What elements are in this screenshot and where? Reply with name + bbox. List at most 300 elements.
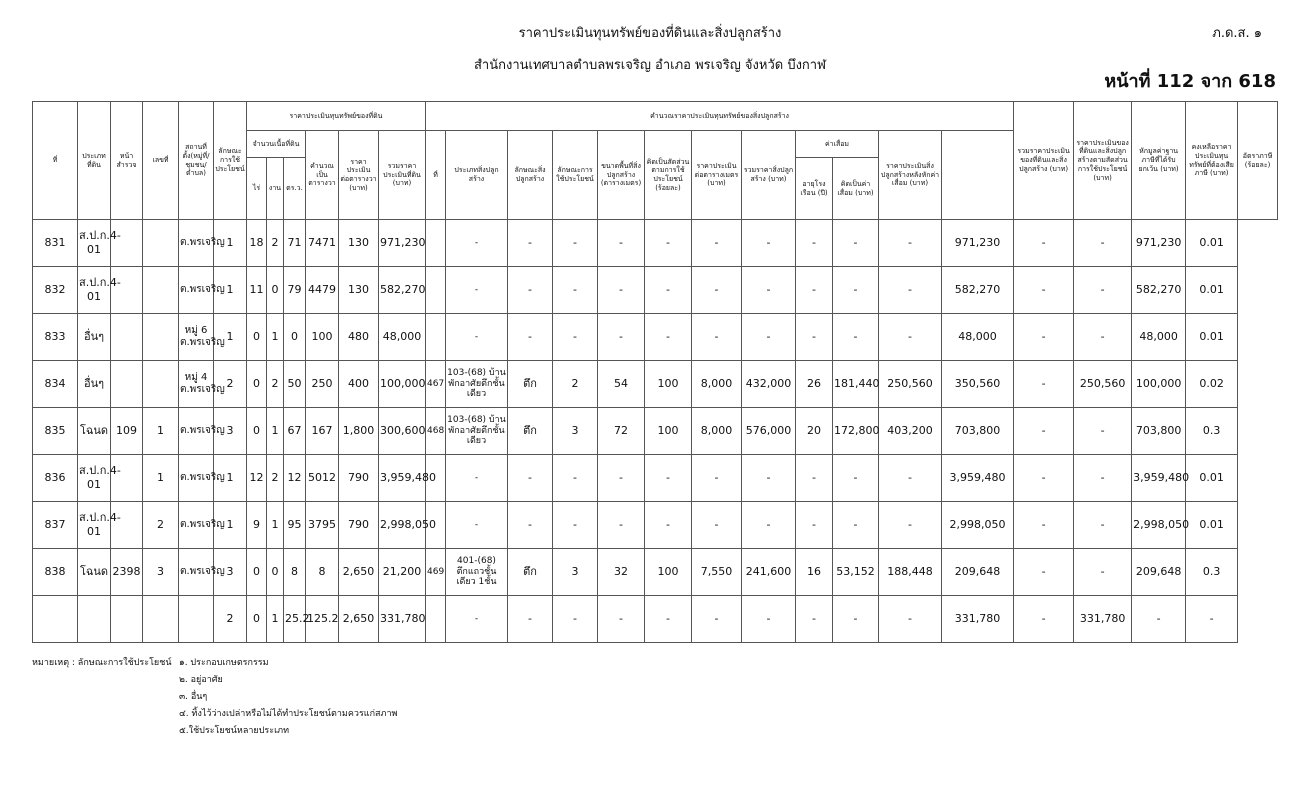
cell-partial-value: -: [1014, 596, 1074, 643]
cell-number: 2: [143, 502, 179, 549]
cell-deduction: 250,560: [1074, 361, 1132, 408]
cell-bldg-kind: -: [508, 596, 553, 643]
cell-land-total: 582,270: [379, 267, 426, 314]
col-header-wa: ตร.ว.: [284, 158, 306, 220]
cell-age: -: [796, 314, 833, 361]
cell-bldg-after-dep: -: [879, 596, 942, 643]
cell-remaining: 48,000: [1132, 314, 1186, 361]
cell-survey-page: [111, 596, 143, 643]
cell-bldg-no: [426, 314, 446, 361]
cell-bldg-ratio: 100: [645, 549, 692, 596]
cell-survey-page: [111, 314, 143, 361]
notes-title: หมายเหตุ : ลักษณะการใช้ประโยชน์: [32, 658, 172, 668]
col-header-age: อายุโรงเรือน (ปี): [796, 158, 833, 220]
col-header-land-type: ประเภทที่ดิน: [78, 102, 111, 220]
cell-dep-amount: -: [833, 596, 879, 643]
cell-area-sqw: 7471: [306, 220, 339, 267]
cell-land-type: [78, 596, 111, 643]
cell-price-per-sqw: 130: [339, 267, 379, 314]
cell-tax-rate: -: [1186, 596, 1238, 643]
cell-price-per-sqw: 790: [339, 502, 379, 549]
cell-land-total: 2,998,050: [379, 502, 426, 549]
cell-remaining: 209,648: [1132, 549, 1186, 596]
cell-total-land-bldg: 48,000: [942, 314, 1014, 361]
cell-bldg-area: -: [598, 267, 645, 314]
col-header-tax-rate: อัตราภาษี (ร้อยละ): [1238, 102, 1278, 220]
cell-bldg-no: [426, 267, 446, 314]
cell-bldg-total: -: [742, 220, 796, 267]
cell-bldg-ratio: -: [645, 267, 692, 314]
cell-ngan: 1: [267, 408, 284, 455]
cell-bldg-usage: -: [553, 314, 598, 361]
table-row: [33, 502, 1278, 549]
cell-ngan: 1: [267, 596, 284, 643]
cell-bldg-area: 72: [598, 408, 645, 455]
note-item: ๓. อื่นๆ: [179, 692, 208, 702]
cell-wa: 25.2: [284, 596, 306, 643]
cell-bldg-area: -: [598, 455, 645, 502]
cell-remaining: 971,230: [1132, 220, 1186, 267]
cell-ngan: 2: [267, 455, 284, 502]
cell-bldg-ratio: -: [645, 455, 692, 502]
cell-bldg-after-dep: -: [879, 455, 942, 502]
note-item: ๕.ใช้ประโยชน์หลายประเภท: [179, 726, 290, 736]
cell-bldg-usage: -: [553, 220, 598, 267]
cell-ngan: 2: [267, 220, 284, 267]
cell-no: 832: [33, 267, 78, 314]
cell-age: -: [796, 596, 833, 643]
cell-price-per-sqm: 8,000: [692, 408, 742, 455]
cell-wa: 12: [284, 455, 306, 502]
cell-total-land-bldg: 350,560: [942, 361, 1014, 408]
cell-bldg-usage: -: [553, 502, 598, 549]
cell-rai: 0: [247, 596, 267, 643]
cell-bldg-ratio: -: [645, 220, 692, 267]
cell-partial-value: -: [1014, 549, 1074, 596]
cell-bldg-usage: -: [553, 455, 598, 502]
cell-bldg-type: -: [446, 220, 508, 267]
cell-bldg-ratio: 100: [645, 408, 692, 455]
cell-total-land-bldg: 3,959,480: [942, 455, 1014, 502]
cell-usage: 3: [214, 408, 247, 455]
cell-price-per-sqw: 400: [339, 361, 379, 408]
cell-bldg-kind: -: [508, 314, 553, 361]
table-row: [33, 361, 1278, 408]
cell-age: -: [796, 267, 833, 314]
cell-usage: 2: [214, 361, 247, 408]
cell-location: ต.พรเจริญ: [179, 455, 214, 502]
page-indicator: หน้าที่ 112 จาก 618: [1104, 71, 1276, 92]
col-header-bldg-no: ที่: [426, 131, 446, 220]
cell-number: 1: [143, 408, 179, 455]
cell-age: 20: [796, 408, 833, 455]
cell-remaining: 3,959,480: [1132, 455, 1186, 502]
cell-land-type: โฉนด: [78, 408, 111, 455]
col-group-depreciation: ค่าเสื่อม: [796, 131, 879, 158]
cell-survey-page: [111, 361, 143, 408]
cell-remaining: 703,800: [1132, 408, 1186, 455]
cell-land-total: 21,200: [379, 549, 426, 596]
cell-wa: 8: [284, 549, 306, 596]
cell-dep-amount: -: [833, 220, 879, 267]
cell-partial-value: -: [1014, 314, 1074, 361]
cell-price-per-sqw: 2,650: [339, 549, 379, 596]
cell-price-per-sqm: -: [692, 455, 742, 502]
cell-location: ต.พรเจริญ: [179, 549, 214, 596]
cell-wa: 95: [284, 502, 306, 549]
cell-bldg-after-dep: -: [879, 220, 942, 267]
cell-rai: 0: [247, 408, 267, 455]
cell-ngan: 1: [267, 314, 284, 361]
cell-tax-rate: 0.01: [1186, 267, 1238, 314]
col-group-building: คำนวณราคาประเมินทุนทรัพย์ของสิ่งปลูกสร้าง: [426, 102, 1014, 131]
cell-bldg-kind: ตึก: [508, 408, 553, 455]
cell-total-land-bldg: 209,648: [942, 549, 1014, 596]
cell-land-type: อื่นๆ: [78, 361, 111, 408]
assessment-table: [32, 101, 1278, 643]
cell-area-sqw: 125.2: [306, 596, 339, 643]
cell-bldg-type: 103-(68) บ้านพักอาศัยตึกชั้นเดียว: [446, 361, 508, 408]
cell-price-per-sqm: 7,550: [692, 549, 742, 596]
col-header-ngan: งาน: [267, 158, 284, 220]
cell-tax-rate: 0.01: [1186, 220, 1238, 267]
cell-bldg-no: 468: [426, 408, 446, 455]
cell-tax-rate: 0.02: [1186, 361, 1238, 408]
col-header-deduction: หักมูลค่าฐานภาษีที่ได้รับยกเว้น (บาท): [1132, 102, 1186, 220]
cell-bldg-usage: 3: [553, 408, 598, 455]
cell-bldg-ratio: -: [645, 596, 692, 643]
cell-usage: 1: [214, 502, 247, 549]
cell-bldg-total: -: [742, 455, 796, 502]
table-row: [33, 267, 1278, 314]
cell-partial-value: -: [1014, 267, 1074, 314]
cell-tax-rate: 0.01: [1186, 314, 1238, 361]
cell-bldg-area: -: [598, 314, 645, 361]
cell-bldg-usage: 2: [553, 361, 598, 408]
document-title: ราคาประเมินทุนทรัพย์ของที่ดินและสิ่งปลูกสร้าง: [518, 26, 782, 41]
cell-deduction: -: [1074, 220, 1132, 267]
cell-bldg-after-dep: -: [879, 314, 942, 361]
cell-partial-value: -: [1014, 502, 1074, 549]
cell-bldg-usage: 3: [553, 549, 598, 596]
cell-bldg-type: 401-(68) ตึกแถวชั้นเดียว 1ชั้น: [446, 549, 508, 596]
cell-no: 837: [33, 502, 78, 549]
cell-land-type: ส.ป.ก.4-01: [78, 267, 111, 314]
notes-section: [32, 655, 398, 736]
cell-bldg-no: 469: [426, 549, 446, 596]
col-header-area-sqw: คำนวณเป็นตารางวา: [306, 131, 339, 220]
col-header-usage: ลักษณะการใช้ประโยชน์: [214, 102, 247, 220]
cell-bldg-no: [426, 596, 446, 643]
cell-partial-value: -: [1014, 455, 1074, 502]
cell-remaining: 100,000: [1132, 361, 1186, 408]
cell-bldg-total: 432,000: [742, 361, 796, 408]
col-header-partial-value: ราคาประเมินของที่ดินและสิ่งปลูกสร้างตามสัดส่วนการใช้ประโยชน์ (บาท): [1074, 102, 1132, 220]
cell-total-land-bldg: 971,230: [942, 220, 1014, 267]
cell-bldg-kind: ตึก: [508, 549, 553, 596]
cell-bldg-total: -: [742, 502, 796, 549]
cell-remaining: 582,270: [1132, 267, 1186, 314]
cell-bldg-after-dep: 403,200: [879, 408, 942, 455]
cell-age: 26: [796, 361, 833, 408]
cell-dep-amount: -: [833, 455, 879, 502]
cell-ngan: 0: [267, 267, 284, 314]
cell-age: -: [796, 455, 833, 502]
cell-land-total: 3,959,480: [379, 455, 426, 502]
cell-tax-rate: 0.01: [1186, 502, 1238, 549]
cell-age: 16: [796, 549, 833, 596]
cell-price-per-sqm: -: [692, 502, 742, 549]
cell-rai: 0: [247, 361, 267, 408]
table-row: [33, 408, 1278, 455]
cell-dep-amount: -: [833, 502, 879, 549]
cell-price-per-sqw: 130: [339, 220, 379, 267]
col-header-location: สถานที่ตั้ง(หมู่ที่/ชุมชน/ตำบล): [179, 102, 214, 220]
cell-no: 835: [33, 408, 78, 455]
cell-wa: 50: [284, 361, 306, 408]
cell-total-land-bldg: 582,270: [942, 267, 1014, 314]
cell-number: 3: [143, 549, 179, 596]
cell-no: [33, 596, 78, 643]
cell-bldg-kind: -: [508, 267, 553, 314]
cell-location: หมู่ 6 ต.พรเจริญ: [179, 314, 214, 361]
cell-deduction: -: [1074, 267, 1132, 314]
cell-survey-page: [111, 502, 143, 549]
cell-usage: 1: [214, 455, 247, 502]
cell-land-total: 331,780: [379, 596, 426, 643]
cell-number: [143, 596, 179, 643]
table-row: [33, 596, 1278, 643]
cell-survey-page: [111, 267, 143, 314]
cell-bldg-area: -: [598, 502, 645, 549]
cell-usage: 1: [214, 267, 247, 314]
cell-usage: 3: [214, 549, 247, 596]
note-item: ๒. อยู่อาศัย: [179, 675, 223, 685]
cell-number: [143, 361, 179, 408]
cell-number: [143, 220, 179, 267]
cell-location: ต.พรเจริญ: [179, 220, 214, 267]
col-header-dep-amount: คิดเป็นค่าเสื่อม (บาท): [833, 158, 879, 220]
cell-bldg-total: -: [742, 314, 796, 361]
cell-price-per-sqm: -: [692, 220, 742, 267]
cell-land-type: โฉนด: [78, 549, 111, 596]
cell-dep-amount: -: [833, 314, 879, 361]
note-item: ๑. ประกอบเกษตรกรรม: [179, 658, 269, 668]
cell-tax-rate: 0.01: [1186, 455, 1238, 502]
cell-area-sqw: 8: [306, 549, 339, 596]
cell-land-type: ส.ป.ก.4-01: [78, 455, 111, 502]
col-header-bldg-ratio: คิดเป็นสัดส่วนตามการใช้ประโยชน์ (ร้อยละ): [645, 131, 692, 220]
cell-bldg-ratio: -: [645, 502, 692, 549]
cell-price-per-sqm: -: [692, 314, 742, 361]
col-header-bldg-kind: ลักษณะสิ่งปลูกสร้าง: [508, 131, 553, 220]
form-code: ภ.ด.ส. ๑: [1212, 26, 1262, 41]
cell-bldg-type: -: [446, 596, 508, 643]
cell-tax-rate: 0.3: [1186, 549, 1238, 596]
table-row: [33, 549, 1278, 596]
cell-area-sqw: 4479: [306, 267, 339, 314]
table-row: [33, 220, 1278, 267]
cell-price-per-sqw: 1,800: [339, 408, 379, 455]
col-header-price-per-sqm: ราคาประเมินต่อตารางเมตร (บาท): [692, 131, 742, 220]
cell-bldg-area: 54: [598, 361, 645, 408]
cell-tax-rate: 0.3: [1186, 408, 1238, 455]
table-body: [33, 220, 1278, 643]
cell-ngan: 2: [267, 361, 284, 408]
cell-bldg-after-dep: -: [879, 502, 942, 549]
cell-age: -: [796, 220, 833, 267]
cell-no: 831: [33, 220, 78, 267]
col-header-bldg-usage: ลักษณะการใช้ประโยชน์: [553, 131, 598, 220]
cell-rai: 0: [247, 314, 267, 361]
cell-number: 1: [143, 455, 179, 502]
col-header-number: เลขที่: [143, 102, 179, 220]
cell-usage: 1: [214, 220, 247, 267]
cell-area-sqw: 167: [306, 408, 339, 455]
col-group-area: จำนวนเนื้อที่ดิน: [247, 131, 306, 158]
cell-bldg-area: 32: [598, 549, 645, 596]
cell-wa: 79: [284, 267, 306, 314]
cell-deduction: -: [1074, 314, 1132, 361]
cell-bldg-ratio: 100: [645, 361, 692, 408]
cell-survey-page: [111, 220, 143, 267]
cell-price-per-sqw: 480: [339, 314, 379, 361]
cell-area-sqw: 5012: [306, 455, 339, 502]
cell-number: [143, 314, 179, 361]
cell-bldg-usage: -: [553, 267, 598, 314]
cell-bldg-type: -: [446, 267, 508, 314]
cell-rai: 9: [247, 502, 267, 549]
cell-location: หมู่ 4 ต.พรเจริญ: [179, 361, 214, 408]
cell-total-land-bldg: 2,998,050: [942, 502, 1014, 549]
col-group-land: ราคาประเมินทุนทรัพย์ของที่ดิน: [247, 102, 426, 131]
cell-price-per-sqm: -: [692, 596, 742, 643]
cell-bldg-total: 576,000: [742, 408, 796, 455]
cell-bldg-kind: ตึก: [508, 361, 553, 408]
cell-area-sqw: 100: [306, 314, 339, 361]
cell-no: 833: [33, 314, 78, 361]
cell-partial-value: -: [1014, 408, 1074, 455]
col-header-bldg-type: ประเภทสิ่งปลูกสร้าง: [446, 131, 508, 220]
cell-partial-value: -: [1014, 361, 1074, 408]
cell-no: 836: [33, 455, 78, 502]
cell-ngan: 0: [267, 549, 284, 596]
cell-area-sqw: 3795: [306, 502, 339, 549]
cell-dep-amount: 53,152: [833, 549, 879, 596]
cell-usage: 2: [214, 596, 247, 643]
cell-bldg-type: 103-(68) บ้านพักอาศัยตึกชั้นเดียว: [446, 408, 508, 455]
cell-rai: 0: [247, 549, 267, 596]
col-header-no: ที่: [33, 102, 78, 220]
cell-rai: 18: [247, 220, 267, 267]
cell-bldg-type: -: [446, 502, 508, 549]
cell-total-land-bldg: 703,800: [942, 408, 1014, 455]
cell-bldg-total: 241,600: [742, 549, 796, 596]
cell-land-type: ส.ป.ก.4-01: [78, 220, 111, 267]
cell-bldg-kind: -: [508, 220, 553, 267]
cell-location: ต.พรเจริญ: [179, 267, 214, 314]
col-header-total-land-bldg: รวมราคาประเมินของที่ดินและสิ่งปลูกสร้าง (บาท): [1014, 102, 1074, 220]
cell-price-per-sqm: -: [692, 267, 742, 314]
cell-no: 838: [33, 549, 78, 596]
cell-land-total: 100,000: [379, 361, 426, 408]
cell-bldg-total: -: [742, 267, 796, 314]
cell-ngan: 1: [267, 502, 284, 549]
cell-wa: 71: [284, 220, 306, 267]
cell-dep-amount: 172,800: [833, 408, 879, 455]
cell-bldg-after-dep: 188,448: [879, 549, 942, 596]
cell-survey-page: [111, 455, 143, 502]
cell-wa: 67: [284, 408, 306, 455]
cell-total-land-bldg: 331,780: [942, 596, 1014, 643]
cell-bldg-kind: -: [508, 455, 553, 502]
cell-no: 834: [33, 361, 78, 408]
cell-rai: 12: [247, 455, 267, 502]
cell-land-total: 300,600: [379, 408, 426, 455]
col-header-rai: ไร่: [247, 158, 267, 220]
cell-dep-amount: 181,440: [833, 361, 879, 408]
col-header-price-per-sqw: ราคาประเมินต่อตารางวา (บาท): [339, 131, 379, 220]
cell-price-per-sqw: 2,650: [339, 596, 379, 643]
col-header-bldg-total: รวมราคาสิ่งปลูกสร้าง (บาท): [742, 131, 796, 220]
cell-deduction: -: [1074, 502, 1132, 549]
cell-deduction: -: [1074, 455, 1132, 502]
cell-bldg-no: [426, 220, 446, 267]
cell-dep-amount: -: [833, 267, 879, 314]
cell-remaining: 2,998,050: [1132, 502, 1186, 549]
col-header-survey-page: หน้าสำรวจ: [111, 102, 143, 220]
cell-location: ต.พรเจริญ: [179, 502, 214, 549]
cell-rai: 11: [247, 267, 267, 314]
cell-bldg-type: -: [446, 314, 508, 361]
cell-land-type: อื่นๆ: [78, 314, 111, 361]
cell-survey-page: 109: [111, 408, 143, 455]
cell-land-total: 48,000: [379, 314, 426, 361]
cell-age: -: [796, 502, 833, 549]
cell-bldg-area: -: [598, 596, 645, 643]
cell-bldg-usage: -: [553, 596, 598, 643]
cell-location: [179, 596, 214, 643]
col-header-bldg-area: ขนาดพื้นที่สิ่งปลูกสร้าง (ตารางเมตร): [598, 131, 645, 220]
cell-remaining: -: [1132, 596, 1186, 643]
cell-deduction: -: [1074, 408, 1132, 455]
cell-wa: 0: [284, 314, 306, 361]
cell-deduction: -: [1074, 549, 1132, 596]
cell-land-total: 971,230: [379, 220, 426, 267]
cell-usage: 1: [214, 314, 247, 361]
cell-survey-page: 2398: [111, 549, 143, 596]
cell-price-per-sqw: 790: [339, 455, 379, 502]
cell-price-per-sqm: 8,000: [692, 361, 742, 408]
cell-bldg-kind: -: [508, 502, 553, 549]
cell-bldg-no: 467: [426, 361, 446, 408]
cell-deduction: 331,780: [1074, 596, 1132, 643]
cell-bldg-after-dep: 250,560: [879, 361, 942, 408]
table-row: [33, 455, 1278, 502]
cell-number: [143, 267, 179, 314]
col-header-remaining: คงเหลือราคาประเมินทุนทรัพย์ที่ต้องเสียภาษี (บาท): [1186, 102, 1238, 220]
document-subtitle: สำนักงานเทศบาลตำบลพรเจริญ อำเภอ พรเจริญ จังหวัด บึงกาฬ: [473, 58, 826, 73]
cell-bldg-after-dep: -: [879, 267, 942, 314]
cell-area-sqw: 250: [306, 361, 339, 408]
col-header-bldg-after-dep: ราคาประเมินสิ่งปลูกสร้างหลังหักค่าเสื่อม (บาท): [879, 131, 942, 220]
col-header-land-total: รวมราคาประเมินที่ดิน (บาท): [379, 131, 426, 220]
note-item: ๔. ทิ้งไว้ว่างเปล่าหรือไม่ได้ทำประโยชน์ตามควรแก่สภาพ: [179, 709, 398, 719]
cell-bldg-area: -: [598, 220, 645, 267]
table-row: [33, 314, 1278, 361]
cell-bldg-type: -: [446, 455, 508, 502]
cell-land-type: ส.ป.ก.4-01: [78, 502, 111, 549]
